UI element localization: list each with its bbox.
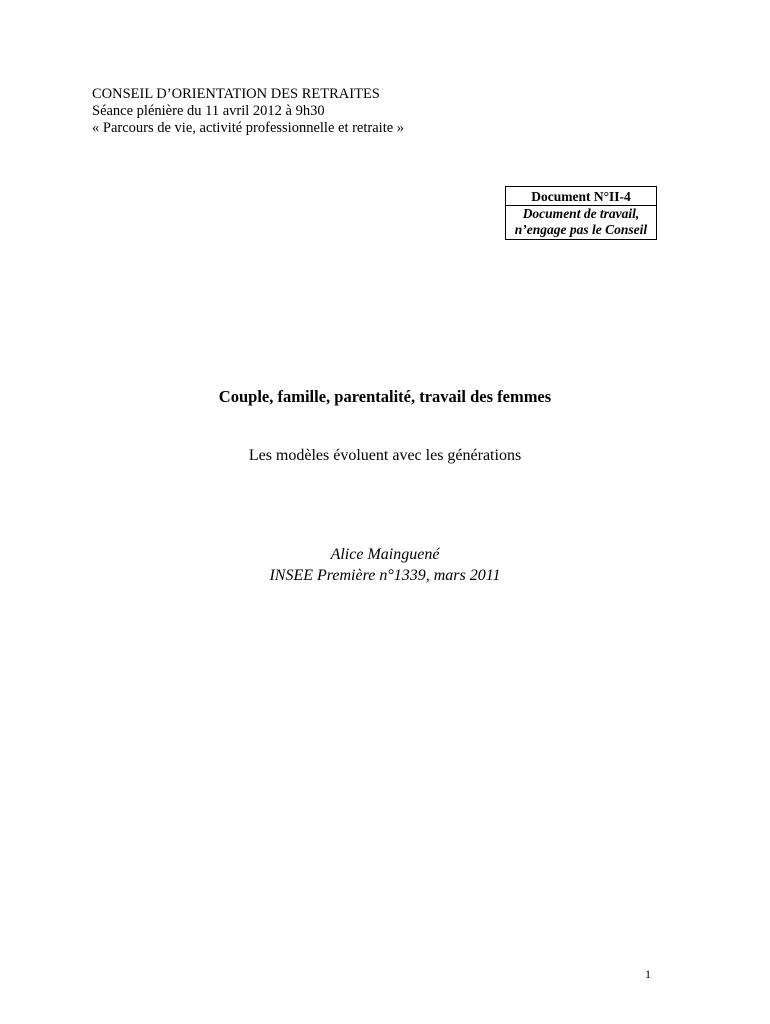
document-number-box [505, 186, 657, 240]
document-number: Document N°II-4 [506, 187, 656, 206]
document-subtitle: Les modèles évoluent avec les générations [248, 447, 522, 464]
author-name: Alice Mainguené [330, 546, 440, 563]
publication-source: INSEE Première n°1339, mars 2011 [269, 567, 501, 584]
document-title: Couple, famille, parentalité, travail des femmes [218, 387, 552, 406]
header-block [92, 86, 404, 137]
header-session: Séance plénière du 11 avril 2012 à 9h30 [92, 103, 325, 119]
author-block [0, 544, 770, 586]
document-disclaimer-line1: Document de travail, [522, 206, 640, 221]
document-disclaimer [506, 206, 656, 239]
page-number: 1 [645, 967, 651, 981]
document-disclaimer-line2: n’engage pas le Conseil [514, 222, 648, 237]
header-theme: « Parcours de vie, activité professionnelle et retraite » [92, 120, 405, 136]
header-organization: CONSEIL D’ORIENTATION DES RETRAITES [92, 86, 380, 102]
